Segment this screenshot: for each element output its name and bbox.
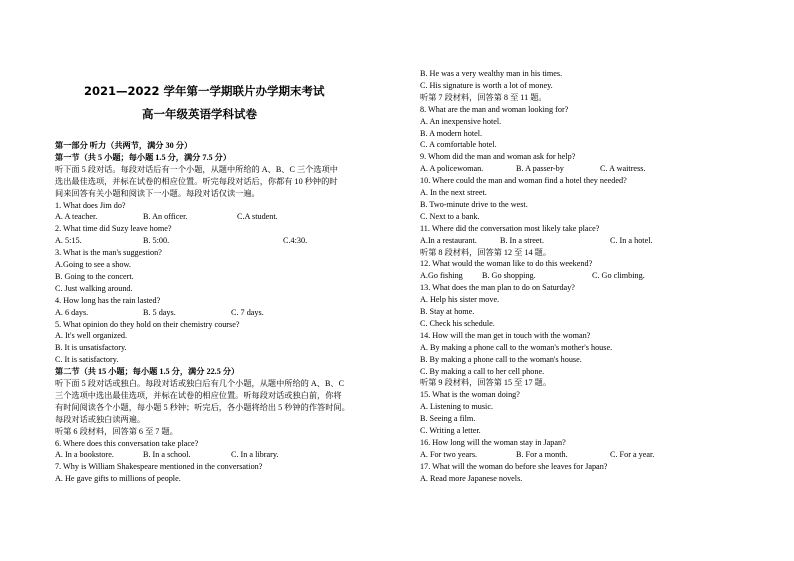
answer-option: B. An officer. — [143, 212, 188, 222]
text-line: 6. Where does this conversation take place? — [55, 438, 199, 448]
answer-option: B. In a street. — [500, 235, 544, 245]
text-line: A. Listening to music. — [420, 402, 493, 412]
option-row — [55, 449, 385, 460]
exam-subtitle: 高一年级英语学科试卷 — [142, 107, 257, 121]
text-line: B. He was a very wealthy man in his times. — [420, 69, 563, 78]
text-line: C. It is satisfactory. — [55, 355, 119, 365]
exam-title: 2021—2022 学年第一学期联片办学期末考试 — [84, 84, 325, 98]
text-line: 3. What is the man's suggestion? — [55, 248, 162, 258]
answer-option: C. For a year. — [610, 449, 655, 459]
text-line: 听第 8 段材料，回答第 12 至 14 题。 — [420, 247, 552, 257]
text-line: B. Stay at home. — [420, 307, 475, 316]
answer-option: A.In a restaurant. — [420, 235, 477, 245]
text-line: C. A comfortable hotel. — [420, 140, 497, 150]
text-line: 17. What will the woman do before she leaves for Japan? — [420, 461, 608, 471]
answer-option: A.Go fishing — [420, 271, 463, 281]
answer-option: C. Go climbing. — [592, 271, 645, 281]
answer-option: B. In a school. — [143, 450, 191, 460]
text-line: 15. What is the woman doing? — [420, 390, 520, 400]
section-heading: 第一节（共 5 小题；每小题 1.5 分，满分 7.5 分） — [55, 152, 232, 162]
answer-option: C. 7 days. — [231, 307, 264, 317]
text-line: 听第 9 段材料，回答第 15 至 17 题。 — [420, 378, 552, 388]
text-line: 9. Whom did the man and woman ask for help? — [420, 152, 576, 162]
answer-option: C. In a library. — [231, 450, 279, 460]
text-line: C. Just walking around. — [55, 283, 133, 293]
text-line: A. He gave gifts to millions of people. — [55, 474, 181, 484]
answer-option: C.A student. — [237, 212, 278, 222]
text-line: B. Seeing a film. — [420, 414, 476, 424]
option-row — [55, 307, 385, 318]
answer-option: A. For two years. — [420, 449, 478, 459]
text-line: 16. How long will the woman stay in Japan? — [420, 437, 566, 447]
option-row — [420, 235, 760, 246]
answer-option: C. A waitress. — [600, 164, 646, 174]
text-line: 听下面 5 段对话或独白。每段对话或独白后有几个小题，从题中所给的 A、B、C — [55, 379, 345, 388]
text-line: 10. Where could the man and woman find a hotel they needed? — [420, 176, 627, 186]
answer-option: A. 6 days. — [55, 307, 89, 317]
text-line: 有时间阅读各个小题，每小题 5 秒钟；听完后，各小题将给出 5 秒钟的作答时间。 — [55, 402, 350, 412]
answer-option: B. 5:00. — [143, 236, 170, 246]
text-line: 4. How long has the rain lasted? — [55, 295, 161, 305]
text-line: 5. What opinion do they hold on their chemistry course? — [55, 319, 240, 329]
section-heading: 第一部分 听力（共两节，满分 30 分） — [55, 141, 193, 150]
answer-option: B. 5 days. — [143, 307, 176, 317]
answer-option: B. Go shopping. — [482, 271, 536, 281]
text-line: 间来回答有关小题和阅读下一小题。每段对话仅读一遍。 — [55, 188, 260, 198]
text-line: A. It's well organized. — [55, 331, 128, 341]
text-line: C. Next to a bank. — [420, 211, 480, 221]
text-line: 听下面 5 段对话。每段对话后有一个小题，从题中所给的 A、B、C 三个选项中 — [55, 164, 338, 174]
text-line: A.Going to see a show. — [55, 260, 131, 269]
text-line: 11. Where did the conversation most likely take place? — [420, 223, 600, 233]
option-row — [420, 270, 760, 281]
text-line: 1. What does Jim do? — [55, 200, 126, 210]
answer-option: A. A policewoman. — [420, 164, 484, 174]
text-line: B. By making a phone call to the woman's house. — [420, 354, 582, 364]
text-line: 8. What are the man and woman looking for? — [420, 104, 569, 114]
text-line: A. An inexpensive hotel. — [420, 116, 502, 126]
text-line: 2. What time did Suzy leave home? — [55, 224, 172, 234]
text-line: C. His signature is worth a lot of money. — [420, 80, 553, 90]
section-heading: 第二节（共 15 小题；每小题 1.5 分，满分 22.5 分） — [55, 367, 240, 377]
answer-option: B. A passer-by — [516, 164, 564, 174]
text-line: B. It is unsatisfactory. — [55, 343, 127, 353]
text-line: 12. What would the woman like to do this weekend? — [420, 259, 593, 269]
option-row — [420, 449, 760, 460]
text-line: 7. Why is William Shakespeare mentioned in the conversation? — [55, 462, 263, 472]
option-row — [55, 211, 385, 222]
text-line: A. By making a phone call to the woman's mother's house. — [420, 342, 613, 352]
answer-option: C.4:30. — [283, 236, 308, 246]
text-line: 14. How will the man get in touch with the woman? — [420, 330, 591, 340]
text-line: A. Help his sister move. — [420, 295, 500, 305]
text-line: A. In the next street. — [420, 188, 487, 197]
text-line: 三个选项中选出最佳选项，并标在试卷的相应位置。听每段对话或独白前，你将 — [55, 390, 342, 400]
text-line: C. Writing a letter. — [420, 426, 481, 435]
answer-option: A. In a bookstore. — [55, 450, 114, 460]
answer-option: A. A teacher. — [55, 212, 98, 222]
text-line: 听第 6 段材料，回答第 6 至 7 题。 — [55, 426, 178, 436]
text-line: 每段对话或独白读两遍。 — [55, 414, 146, 424]
text-line: 选出最佳选项，并标在试卷的相应位置。听完每段对话后，你都有 10 秒钟的时 — [55, 176, 338, 186]
text-line: C. Check his schedule. — [420, 318, 495, 328]
answer-option: A. 5:15. — [55, 236, 82, 246]
option-row — [420, 163, 760, 174]
text-line: C. By making a call to her cell phone. — [420, 366, 545, 376]
text-line: B. Going to the concert. — [55, 271, 134, 281]
text-line: 听第 7 段材料，回答第 8 至 11 题。 — [420, 92, 547, 102]
text-line: B. Two-minute drive to the west. — [420, 199, 528, 209]
answer-option: C. In a hotel. — [610, 235, 653, 245]
text-line: A. Read more Japanese novels. — [420, 473, 523, 483]
answer-option: B. For a month. — [516, 449, 568, 459]
option-row — [55, 235, 385, 246]
text-line: B. A modern hotel. — [420, 128, 483, 138]
text-line: 13. What does the man plan to do on Saturday? — [420, 283, 575, 293]
